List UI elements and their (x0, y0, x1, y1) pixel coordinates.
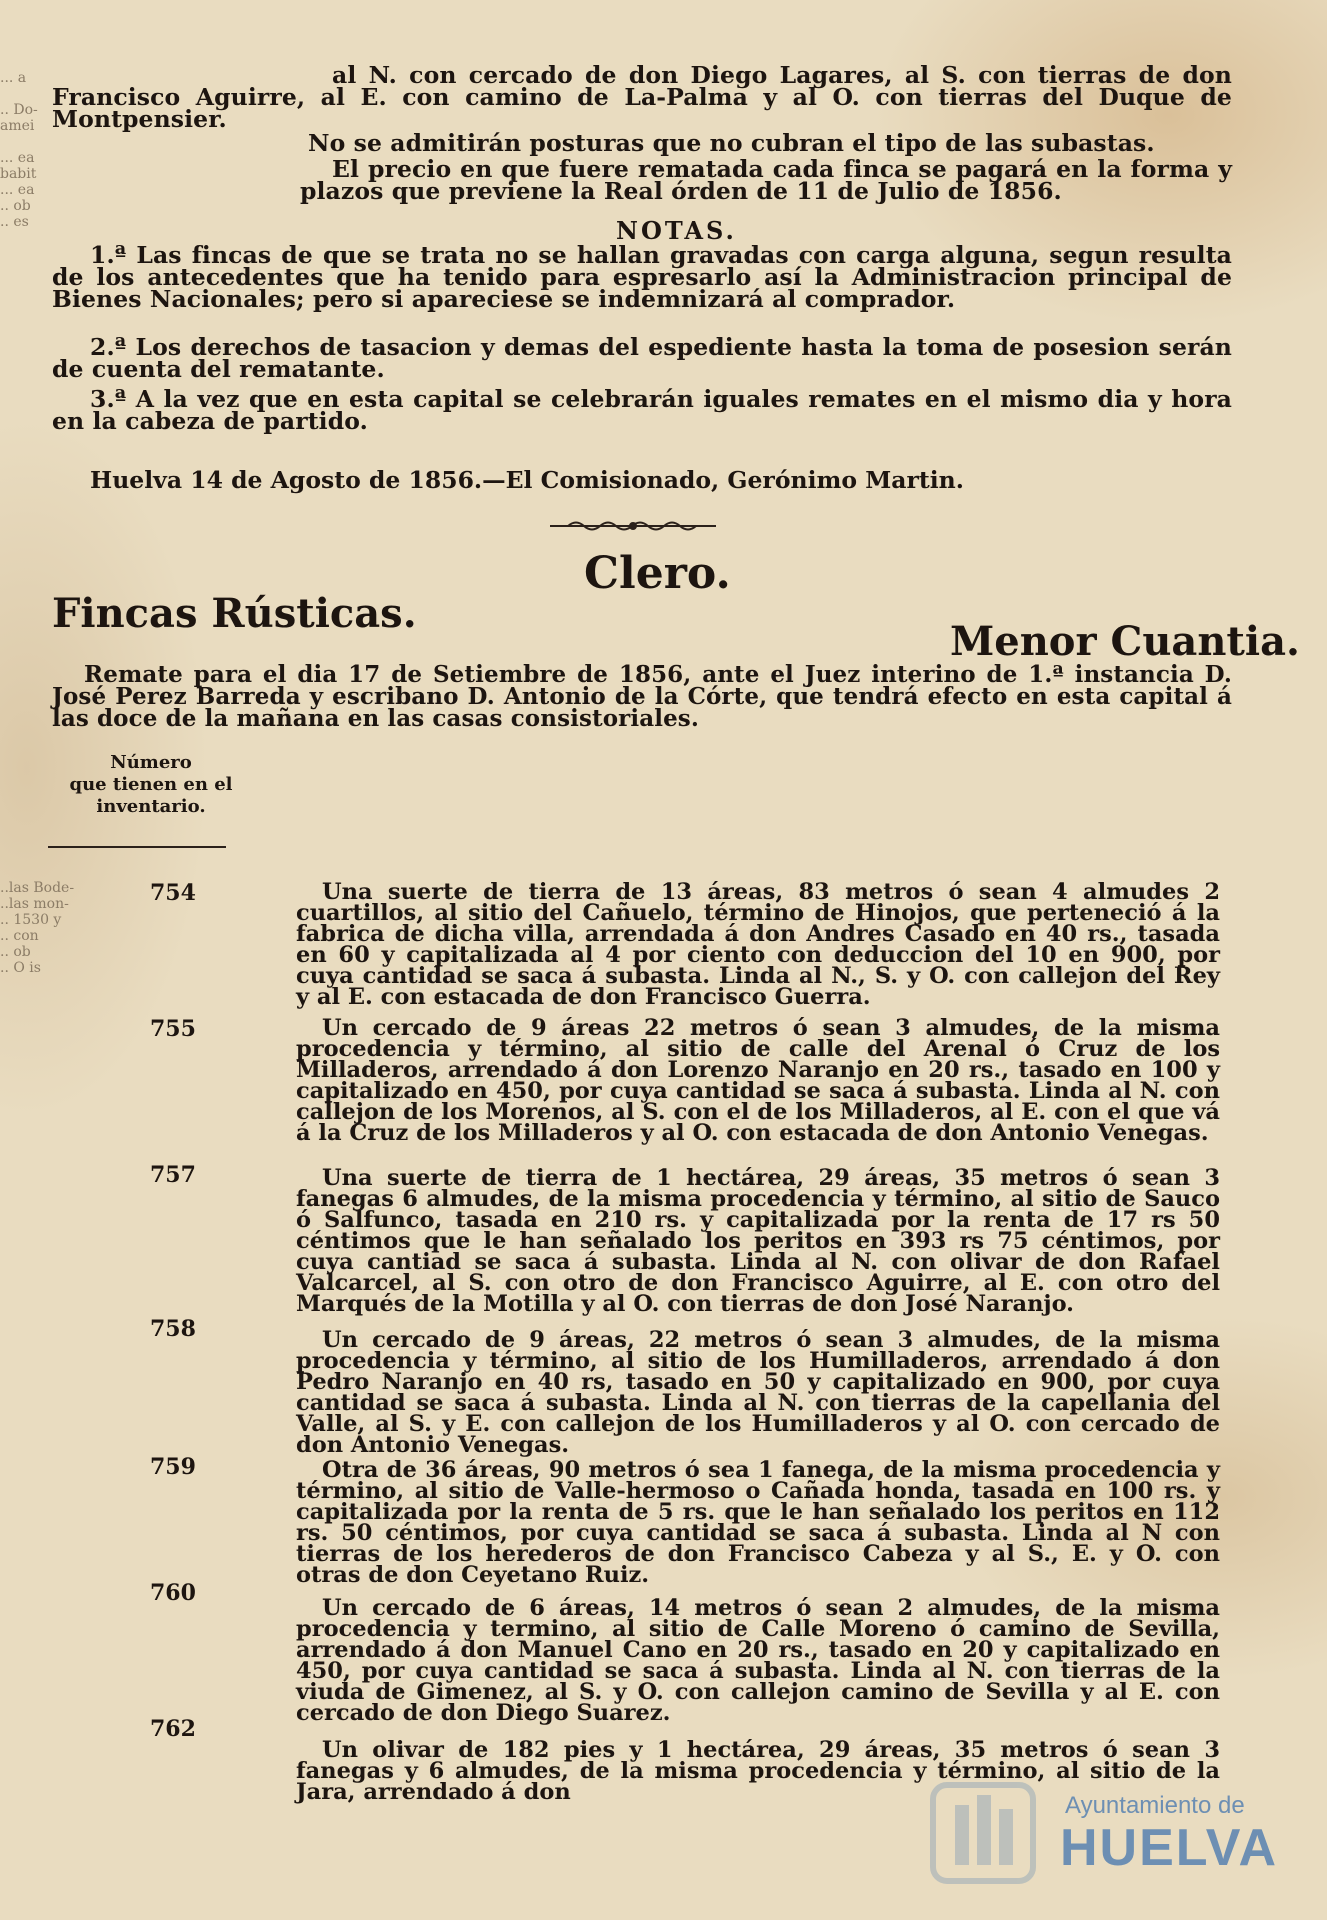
intro-subastas: No se admitirán posturas que no cubran el tipo de las subastas. (308, 129, 1155, 157)
heading-menor-cuantia: Menor Cuantia. (950, 618, 1300, 665)
heading-fincas-rusticas: Fincas Rústicas. (52, 590, 417, 637)
entry-text: Un cercado de 6 áreas, 14 metros ó sean 2 almudes, de la misma procedencia y termino, al sitio de Calle Moreno ó camino de Sevilla, arrendado á don Manuel Cano en 20 rs., tasado en 20 y capitalizado en 450, por cuya cantidad se saca á subasta. Linda al N. con tierras de la viuda de Gimenez, al S. y O. con callejon camino de Sevilla y al E. con cercado de don Diego Suarez. (296, 1595, 1220, 1726)
column-header-line: inventario. (96, 796, 206, 817)
column-header-line: que tienen en el (69, 774, 233, 795)
intro-precio: El precio en que fuere rematada cada finca se pagará en la forma y plazos que previene la Real órden de 11 de Julio de 1856. (300, 155, 1232, 205)
entry-text: Otra de 36 áreas, 90 metros ó sea 1 fanega, de la misma procedencia y término, al sitio de Valle-hermoso o Cañada honda, tasada en 100 rs. y capitalizada por la renta de 5 rs. que le han señalado los peritos en 112 rs. 50 céntimos, por cuya cantidad se saca á subasta. Linda al N con tierras de los herederos de don Francisco Cabeza y al S., E. y O. con otras de don Ceyetano Ruiz. (296, 1457, 1220, 1588)
column-header-line: Número (110, 752, 192, 773)
entry-number: 754 (150, 880, 196, 906)
entry-text: Un cercado de 9 áreas, 22 metros ó sean 3 almudes, de la misma procedencia y término, al sitio de los Humilladeros, arrendado á don Pedro Naranjo en 40 rs, tasado en 50 y capitalizado en 900, por cuya cantidad se saca á subasta. Linda al N. con tierras de la capellania del Valle, al S. y E. con callejon de los Humilladeros y al O. con cercado de don Antonio Venegas. (296, 1327, 1220, 1458)
intro-paragraph: al N. con cercado de don Diego Lagares, al S. con tierras de don Francisco Aguirre, al E. con camino de La-Palma y al O. con tierras del Duque de Montpensier. (52, 61, 1232, 133)
remate-paragraph: Remate para el dia 17 de Setiembre de 1856, ante el Juez interino de 1.ª instancia D. José Perez Barreda y escribano D. Antonio de la Córte, que tendrá efecto en esta capital á las doce de la mañana en las casas consistoriales. (52, 661, 1232, 732)
entry-number: 757 (150, 1162, 196, 1188)
entry-text: Un cercado de 9 áreas 22 metros ó sean 3 almudes, de la misma procedencia y término, al sitio de calle del Arenal ó Cruz de los Milladeros, arrendado á don Lorenzo Naranjo en 20 rs., tasado en 100 y capitalizado en 450, por cuya cantidad se saca á subasta. Linda al N. con callejon de los Morenos, al S. con el de los Milladeros, al E. con el que vá á la Cruz de los Milladeros y al O. con estacada de don Antonio Venegas. (296, 1015, 1220, 1146)
entry-number: 762 (150, 1716, 196, 1742)
margin-bleed: ... a .. Do- amei ... ea babit ... ea .. ob .. es (0, 70, 38, 230)
entry-text: Una suerte de tierra de 13 áreas, 83 metros ó sean 4 almudes 2 cuartillos, al sitio del Cañuelo, término de Hinojos, que perteneció á la fabrica de dicha villa, arrendada á don Andres Casado en 40 rs., tasada en 60 y capitalizada al 4 por ciento con deduccion del 10 en 900, por cuya cantidad se saca á subasta. Linda al N., S. y O. con callejon del Rey y al E. con estacada de don Francisco Guerra. (296, 879, 1220, 1010)
margin-bleed: ..las Bode- ..las mon- .. 1530 y .. con .. ob .. O is (0, 880, 75, 976)
heading-clero: Clero. (584, 548, 731, 599)
watermark-line2: HUELVA (1060, 1819, 1279, 1877)
entry-number: 755 (150, 1016, 196, 1042)
nota-3: 3.ª A la vez que en esta capital se celebrarán iguales remates en el mismo dia y hora en la cabeza de partido. (52, 385, 1232, 435)
entry-number: 759 (150, 1454, 196, 1480)
entry-number: 760 (150, 1580, 196, 1606)
watermark-line1: Ayuntamiento de (1065, 1792, 1245, 1819)
signature-line: Huelva 14 de Agosto de 1856.—El Comisionado, Gerónimo Martin. (90, 466, 964, 494)
nota-2: 2.ª Los derechos de tasacion y demas del espediente hasta la toma de posesion serán de cuenta del rematante. (52, 333, 1232, 383)
notas-title: NOTAS. (616, 216, 737, 245)
inventory-column-header (56, 752, 246, 818)
ornament-divider (548, 518, 718, 534)
column-header-rule (48, 846, 226, 848)
entry-text: Un olivar de 182 pies y 1 hectárea, 29 áreas, 35 metros ó sean 3 fanegas y 6 almudes, de la misma procedencia y término, al sitio de la Jara, arrendado á don (296, 1737, 1220, 1805)
entry-text: Una suerte de tierra de 1 hectárea, 29 áreas, 35 metros ó sean 3 fanegas 6 almudes, de la misma procedencia y término, al sitio de Sauco ó Salfunco, tasada en 210 rs. y capitalizada por la renta de 17 rs 50 céntimos que le han señalado los peritos en 393 rs 75 céntimos, por cuya cantiad se saca á subasta. Linda al N. con olivar de don Rafael Valcarcel, al S. con otro de don Francisco Aguirre, al E. con otro del Marqués de la Motilla y al O. con tierras de don José Naranjo. (296, 1165, 1220, 1317)
entry-number: 758 (150, 1316, 196, 1342)
nota-1: 1.ª Las fincas de que se trata no se hallan gravadas con carga alguna, segun resulta de los antecedentes que ha tenido para espresarlo así la Administracion principal de Bienes Nacionales; pero si apareciese se indemnizará al comprador. (52, 241, 1232, 313)
